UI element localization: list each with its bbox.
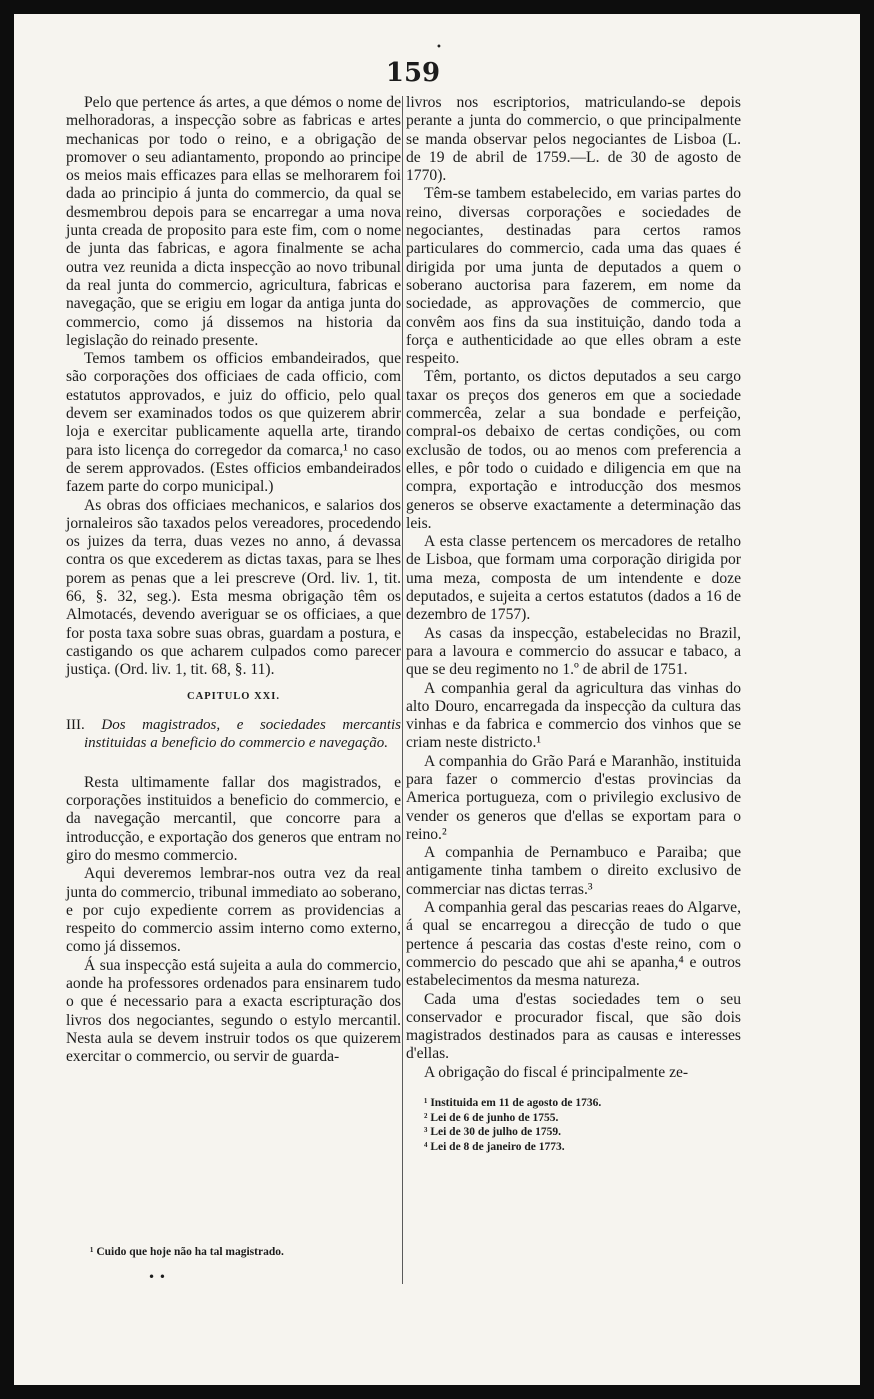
chapter-label: CAPITULO XXI.	[187, 690, 280, 702]
paragraph: Á sua inspecção está sujeita a aula do commercio, aonde ha professores ordenados para ensinarem tudo o que é necessario para a exacta escripturação dos livros dos negociantes, segundo o estylo mercantil. Nesta aula se devem instruir todos os que quizerem exercitar o commercio, ou servir de guarda-	[66, 956, 401, 1066]
paragraph: As casas da inspecção, estabelecidas no Brazil, para a lavoura e commercio do assucar e tabaco, a que se deu regimento no 1.º de abril de 1751.	[406, 624, 741, 679]
paragraph: A companhia geral da agricultura das vinhas do alto Douro, encarregada da inspecção da cultura das vinhas e da fabrica e commercio dos vinhos que se criam neste districto.¹	[406, 679, 741, 752]
paragraph: A esta classe pertencem os mercadores de retalho de Lisboa, que formam uma corporação dirigida por uma meza, composta de um intendente e doze deputados, e sujeita a certos estatutos (dados a 16 de dezembro de 1757).	[406, 533, 741, 624]
paragraph: A companhia do Grão Pará e Maranhão, instituida para fazer o commercio d'estas provincias da America portugueza, com o privilegio exclusivo de vender os generos que d'ellas se exportam para o reino.²	[406, 752, 741, 843]
paragraph: livros nos escriptorios, matriculando-se depois perante a junta do commercio, o que principalmente se manda observar pelos negociantes de Lisboa (L. de 19 de abril de 1759.—L. de 30 de agosto de 1770).	[406, 94, 741, 185]
paragraph: Resta ultimamente fallar dos magistrados, e corporações instituidos a beneficio do commercio, e da navegação mercantil, que concorre para a introducção, e exportação dos generos que entram no giro do mesmo commercio.	[66, 773, 401, 864]
printer-mark: • •	[148, 1270, 166, 1284]
footnote: ² Lei de 6 de junho de 1755.	[424, 1111, 559, 1124]
paragraph: Cada uma d'estas sociedades tem o seu conservador e procurador fiscal, que são dois magistrados destinados para as causas e interesses d'ellas.	[406, 990, 741, 1063]
section-number: III.	[66, 716, 85, 733]
page-number: 159	[385, 58, 441, 88]
paragraph: Têm, portanto, os dictos deputados a seu cargo taxar os preços dos generos em que a sociedade commercêa, zelar a sua bondade e perfeição, compral-os debaixo de certas condições, ou com exclusão de todos, ou ao menos com preferencia a elles, e pôr todo o cuidado e diligencia em que na compra, exportação e introducção dos mesmos generos se observe exactamente a determinação das leis.	[406, 368, 741, 532]
footnote: ⁴ Lei de 8 de janeiro de 1773.	[424, 1140, 565, 1153]
column-divider	[402, 96, 403, 1284]
footnotes	[406, 1096, 741, 1154]
paragraph: Pelo que pertence ás artes, a que démos o nome de melhoradoras, a inspecção sobre as fabricas e artes mechanicas por todo o reino, e a obrigação de promover o seu adiantamento, propondo ao principe os meios mais efficazes para ellas se melhorarem foi dada ao principio á junta do commercio, da qual se desmembrou depois para se encarregar a uma nova junta creada de proposito para este fim, com o nome de junta das fabricas, e agora finalmente se acha outra vez reunida a dicta inspecção ao novo tribunal da real junta do commercio, agricultura, fabricas e navegação, que se erigiu em logar da antiga junta do commercio, como já dissemos na historia da legislação do reinado presente.	[66, 94, 401, 349]
paragraph: Temos tambem os officios embandeirados, que são corporações dos officiaes de cada officio, com estatutos approvados, e juiz do officio, pelo qual devem ser examinados todos os que quizerem abrir loja e exercitar publicamente aquella arte, tirando para isto licença do corregedor da comarca,¹ no caso de serem approvados. (Estes officios embandeirados fazem parte do corpo municipal.)	[66, 350, 401, 496]
paragraph: A obrigação do fiscal é principalmente ze-	[424, 1063, 689, 1081]
left-column	[66, 94, 401, 1067]
paragraph: Têm-se tambem estabelecido, em varias partes do reino, diversas corporações e sociedades de negociantes, destinadas para certos ramos particulares do commercio, cada uma das quaes é dirigida por uma junta de deputados a quem o soberano auctorisa para fazerem, em nome da sociedade, as approvações de commercio, que convêm aos fins da sua instituição, dando toda a força e authenticidade ao que elles obram a este respeito.	[406, 185, 741, 368]
paragraph: Aqui deveremos lembrar-nos outra vez da real junta do commercio, tribunal immediato ao soberano, e por cujo expediente correm as providencias a respeito do commercio assim interno como externo, como já dissemos.	[66, 865, 401, 956]
footnote: ³ Lei de 30 de julho de 1759.	[424, 1126, 561, 1139]
section-heading	[66, 716, 401, 752]
right-column	[406, 94, 741, 1154]
section-title: Dos magistrados, e sociedades mercantis instituidas a beneficio do commercio e navegação.	[84, 716, 401, 751]
footnote: ¹ Instituida em 11 de agosto de 1736.	[424, 1097, 602, 1110]
paragraph: As obras dos officiaes mechanicos, e salarios dos jornaleiros são taxados pelos vereadores, procedendo os juizes da terra, duas vezes no anno, á devassa contra os que excederem as dictas taxas, para se lhes porem as penas que a lei prescreve (Ord. liv. 1, tit. 66, §. 32, seg.). Esta mesma obrigação têm os Almotacés, devendo averiguar se os officiaes, a que for posta taxa sobre suas obras, guardam a postura, e castigando os que acharem culpados como parecer justiça. (Ord. liv. 1, tit. 68, §. 11).	[66, 496, 401, 679]
left-footnote: ¹ Cuido que hoje não ha tal magistrado.	[90, 1246, 284, 1258]
paragraph: A companhia geral das pescarias reaes do Algarve, á qual se encarregou a direcção de tudo o que pertence á pescaria das costas d'este reino, com o commercio do pescado que ahi se apanha,⁴ e outros estabelecimentos da mesma natureza.	[406, 899, 741, 990]
speck-mark: •	[436, 42, 442, 53]
paragraph: A companhia de Pernambuco e Paraiba; que antigamente tinha tambem o direito exclusivo de commerciar nas dictas terras.³	[406, 844, 741, 898]
